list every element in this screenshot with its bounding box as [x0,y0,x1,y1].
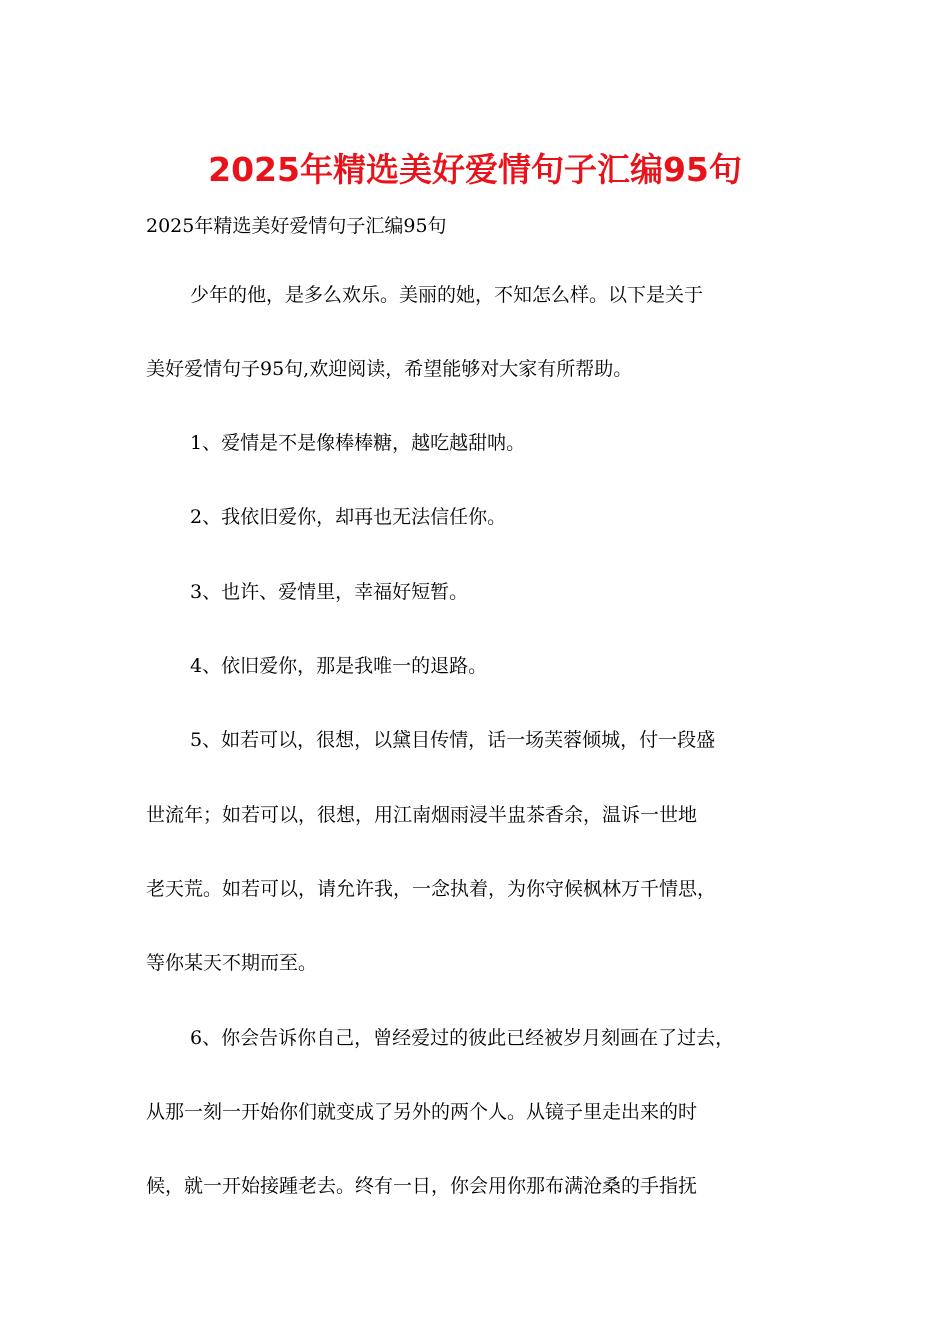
paragraph-line: 5、如若可以，很想，以黛目传情，话一场芙蓉倾城，付一段盛 [190,729,716,751]
paragraph-line: 2、我依旧爱你，却再也无法信任你。 [190,506,507,528]
paragraph-line: 6、你会告诉你自己，曾经爱过的彼此已经被岁月刻画在了过去， [190,1027,735,1049]
paragraph-line: 老天荒。如若可以，请允许我，一念执着，为你守候枫林万千情思， [146,878,717,900]
paragraph-line: 1、爱情是不是像棒棒糖，越吃越甜呐。 [190,432,526,454]
paragraph-line: 4、依旧爱你，那是我唯一的退路。 [190,655,488,677]
document-subtitle: 2025年精选美好爱情句子汇编95句 [146,215,447,237]
paragraph-line: 从那一刻一开始你们就变成了另外的两个人。从镜子里走出来的时 [146,1101,698,1123]
paragraph-line: 3、也许、爱情里，幸福好短暂。 [190,581,469,603]
paragraph-line: 等你某天不期而至。 [146,952,318,974]
document-title: 2025年精选美好爱情句子汇编95句 [208,150,742,189]
paragraph-line: 美好爱情句子95句,欢迎阅读，希望能够对大家有所帮助。 [146,358,633,380]
paragraph-line: 候，就一开始接踵老去。终有一日，你会用你那布满沧桑的手指抚 [146,1175,698,1197]
paragraph-line: 少年的他，是多么欢乐。美丽的她，不知怎么样。以下是关于 [190,284,704,306]
paragraph-line: 世流年；如若可以，很想，用江南烟雨浸半盅茶香余，温诉一世地 [146,804,698,826]
